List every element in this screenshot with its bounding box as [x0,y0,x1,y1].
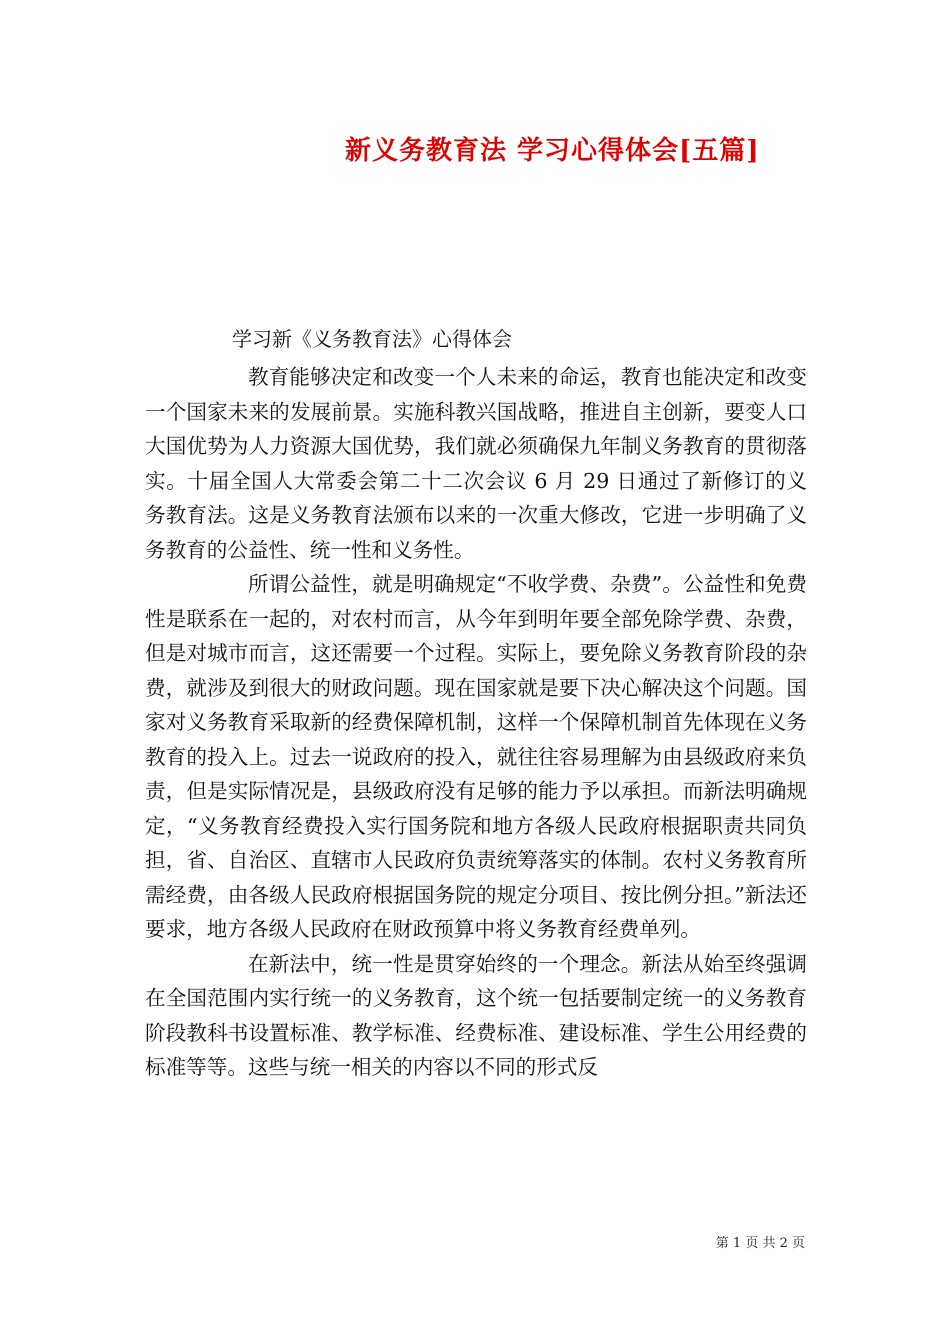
document-body [145,360,807,1085]
paragraph: 所谓公益性，就是明确规定“不收学费、杂费”。公益性和免费性是联系在一起的，对农村而言，从今年到明年要全部免除学费、杂费，但是对城市而言，这还需要一个过程。实际上，要免除义务教育阶段的杂费，就涉及到很大的财政问题。现在国家就是要下决心解决这个问题。国家对义务教育采取新的经费保障机制，这样一个保障机制首先体现在义务教育的投入上。过去一说政府的投入，就往往容易理解为由县级政府来负责，但是实际情况是，县级政府没有足够的能力予以承担。而新法明确规定，“义务教育经费投入实行国务院和地方各级人民政府根据职责共同负担，省、自治区、直辖市人民政府负责统筹落实的体制。农村义务教育所需经费，由各级人民政府根据国务院的规定分项目、按比例分担。”新法还要求，地方各级人民政府在财政预算中将义务教育经费单列。 [145,572,807,941]
paragraph: 在新法中，统一性是贯穿始终的一个理念。新法从始至终强调在全国范围内实行统一的义务教育，这个统一包括要制定统一的义务教育阶段教科书设置标准、教学标准、经费标准、建设标准、学生公用经费的标准等等。这些与统一相关的内容以不同的形式反 [145,951,807,1079]
document-title: 新义务教育法 学习心得体会[五篇] [345,136,760,166]
paragraph: 教育能够决定和改变一个人未来的命运，教育也能决定和改变一个国家未来的发展前景。实施科教兴国战略，推进自主创新，要变人口大国优势为人力资源大国优势，我们就必须确保九年制义务教育的贯彻落实。十届全国人大常委会第二十二次会议 6 月 29 日通过了新修订的义务教育法。这是义务教育法颁布以来的一次重大修改，它进一步明确了义务教育的公益性、统一性和义务性。 [145,365,807,562]
page-number: 第 1 页 共 2 页 [715,1236,805,1251]
document-subtitle: 学习新《义务教育法》心得体会 [232,327,512,351]
